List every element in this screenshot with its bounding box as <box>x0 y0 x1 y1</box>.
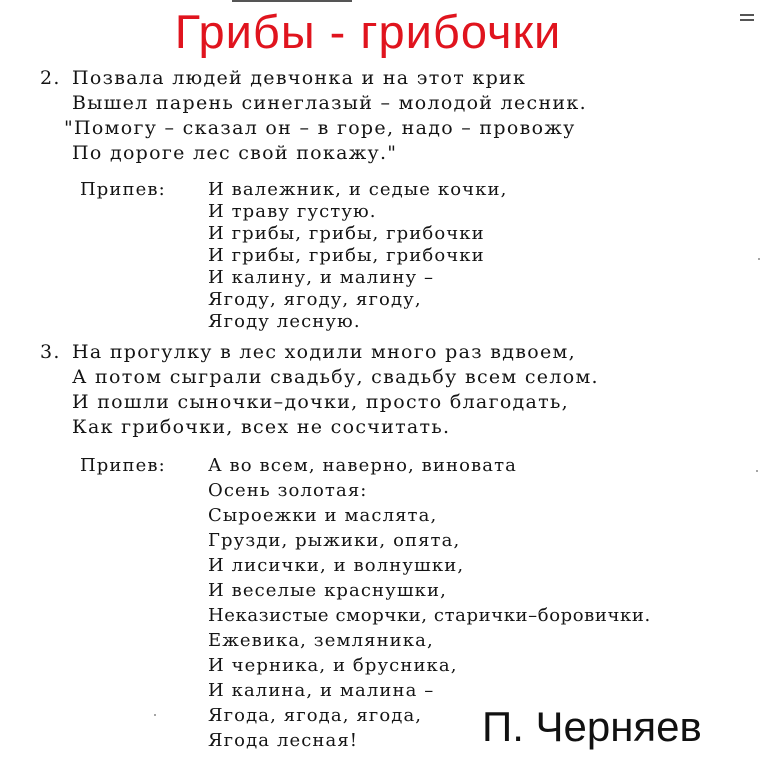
refrain-line: И лисички, и волнушки, <box>208 555 465 576</box>
verse-line: По дороге лес свой покажу." <box>72 142 398 164</box>
refrain-line: Ягода, ягода, ягода, <box>208 705 423 726</box>
refrain-line: Ежевика, земляника, <box>208 630 434 651</box>
refrain-line: Неказистые сморчки, старички–боровички. <box>208 605 651 626</box>
verse-line: А потом сыграли свадьбу, свадьбу всем селом. <box>72 366 599 388</box>
refrain-line: И веселые краснушки, <box>208 580 447 601</box>
scan-artifact-top <box>232 0 352 2</box>
refrain-line: И калина, и малина – <box>208 680 435 701</box>
refrain-line: И черника, и брусника, <box>208 655 458 676</box>
scan-artifact-corner <box>740 19 754 21</box>
verse-line: На прогулку в лес ходили много раз вдвоем, <box>72 341 576 363</box>
verse-line: Как грибочки, всех не сосчитать. <box>72 416 451 438</box>
refrain-label: Припев: <box>80 455 166 476</box>
refrain-label: Припев: <box>80 179 166 200</box>
refrain-line: И валежник, и седые кочки, <box>208 179 508 200</box>
verse-line: "Помогу – сказал он – в горе, надо – провожу <box>64 117 576 139</box>
verse-line: Позвала людей девчонка и на этот крик <box>72 67 527 89</box>
refrain-line: И грибы, грибы, грибочки <box>208 223 485 244</box>
author-name: П. Черняев <box>482 703 702 750</box>
refrain-line: И калину, и малину – <box>208 267 435 288</box>
refrain-line: Осень золотая: <box>208 480 368 501</box>
verse-number: 2. <box>40 67 61 89</box>
verse-number: 3. <box>40 341 61 363</box>
refrain-line: Сыроежки и маслята, <box>208 505 438 526</box>
refrain-line: Ягода лесная! <box>208 730 359 751</box>
refrain-line: Грузди, рыжики, опята, <box>208 530 461 551</box>
refrain-line: Ягоду лесную. <box>208 311 361 332</box>
refrain-line: И траву густую. <box>208 201 377 222</box>
song-title: Грибы - грибочки <box>174 5 562 58</box>
refrain-line: А во всем, наверно, виновата <box>208 455 517 476</box>
scan-artifact-corner <box>740 14 754 16</box>
scan-speck <box>154 714 156 716</box>
scan-speck <box>758 258 760 260</box>
refrain-line: И грибы, грибы, грибочки <box>208 245 485 266</box>
refrain-line: Ягоду, ягоду, ягоду, <box>208 289 422 310</box>
verse-line: И пошли сыночки–дочки, просто благодать, <box>72 391 569 413</box>
verse-line: Вышел парень синеглазый – молодой лесник. <box>72 92 587 114</box>
scan-speck <box>756 470 758 472</box>
